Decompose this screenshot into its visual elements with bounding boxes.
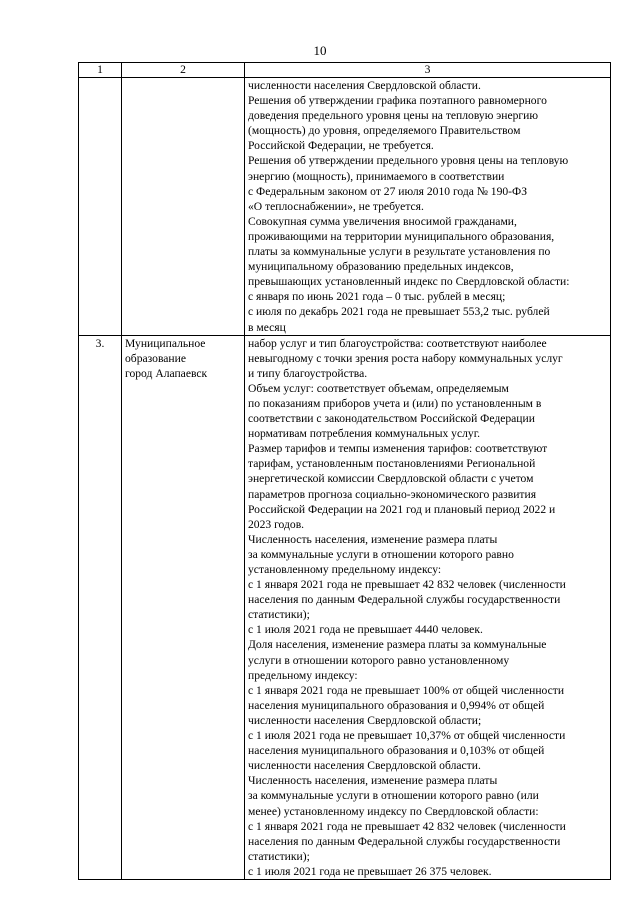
text-line: с 1 июля 2021 года не превышает 10,37% от общей численности xyxy=(248,729,566,743)
text-line: Численность населения, изменение размера платы xyxy=(248,774,498,788)
text-line: 2023 годов. xyxy=(248,517,305,531)
text-line: по показаниям приборов учета и (или) по установленным в xyxy=(248,396,542,410)
text-line: Объем услуг: соответствует объемам, определяемым xyxy=(248,381,509,395)
text-line: доведения предельного уровня цены на тепловую энергию xyxy=(248,109,539,123)
text-line: с 1 июля 2021 года не превышает 26 375 человек. xyxy=(248,864,492,878)
text-line: параметров прогноза социально-экономического развития xyxy=(248,487,537,501)
text-line: с 1 января 2021 года не превышает 42 832 человек (численности xyxy=(248,578,566,592)
cell-text-continuation xyxy=(245,78,611,336)
text-line: численности населения Свердловской области; xyxy=(248,713,482,727)
text-line: образование xyxy=(125,351,186,365)
text-line: с 1 июля 2021 года не превышает 4440 человек. xyxy=(248,623,483,637)
text-line: предельному индексу: xyxy=(248,668,358,682)
text-line: населения муниципального образования и 0,103% от общей xyxy=(248,744,545,758)
text-line: нормативам потребления коммунальных услуг. xyxy=(248,427,481,441)
text-line: установленному предельному индексу: xyxy=(248,563,442,576)
text-line: энергетической комиссии Свердловской области с учетом xyxy=(248,472,534,486)
text-line: численности населения Свердловской области. xyxy=(248,79,481,92)
text-line: превышающих установленный индекс по Свердловской области: xyxy=(248,275,570,289)
text-line: статистики); xyxy=(248,608,310,622)
text-line: менее) установленному индексу по Свердловской области: xyxy=(248,804,539,818)
document-table xyxy=(78,62,611,880)
text-line: населения по данным Федеральной службы государственности xyxy=(248,593,561,607)
cell-text-row-3 xyxy=(245,335,611,879)
text-line: Размер тарифов и темпы изменения тарифов: соответствуют xyxy=(248,442,548,456)
table-header-row xyxy=(79,63,611,78)
page-number: 10 xyxy=(313,43,327,58)
text-line: за коммунальные услуги в отношении которого равно xyxy=(248,547,514,561)
text-line: проживающими на территории муниципального образования, xyxy=(248,229,555,243)
text-line: услуги в отношении которого равно установленному xyxy=(248,653,510,667)
text-line: за коммунальные услуги в отношении которого равно (или xyxy=(248,789,539,803)
cell-number-empty xyxy=(79,78,122,336)
text-line: Совокупная сумма увеличения вносимой гражданами, xyxy=(248,214,517,228)
text-line: с 1 января 2021 года не превышает 100% от общей численности xyxy=(248,683,565,697)
table-row-3 xyxy=(79,335,611,879)
text-line: энергию (мощность), принимаемого в соответствии xyxy=(248,169,505,183)
text-line: набор услуг и тип благоустройства: соответствуют наиболее xyxy=(248,336,547,350)
text-line: с 1 января 2021 года не превышает 42 832 человек (численности xyxy=(248,819,566,833)
table-row-continuation xyxy=(79,78,611,336)
column-header-1: 1 xyxy=(79,63,122,78)
column-header-3: 3 xyxy=(245,63,611,78)
text-line: с июля по декабрь 2021 года не превышает 553,2 тыс. рублей xyxy=(248,305,550,319)
column-header-2: 2 xyxy=(122,63,245,78)
text-line: (мощность) до уровня, определяемого Правительством xyxy=(248,124,521,138)
text-line: Доля населения, изменение размера платы за коммунальные xyxy=(248,638,547,652)
text-line: Численность населения, изменение размера платы xyxy=(248,532,498,546)
text-line: муниципальному образованию предельных индексов, xyxy=(248,260,514,274)
text-line: Российской Федерации, не требуется. xyxy=(248,139,434,153)
text-line: «О теплоснабжении», не требуется. xyxy=(248,199,424,213)
text-line: Решения об утверждении предельного уровня цены на тепловую xyxy=(248,154,569,168)
text-line: Российской Федерации на 2021 год и плановый период 2022 и xyxy=(248,502,556,516)
text-line: город Алапаевск xyxy=(125,366,208,380)
text-line: статистики); xyxy=(248,849,310,863)
cell-name-empty xyxy=(122,78,245,336)
text-line: численности населения Свердловской области. xyxy=(248,759,481,773)
text-line: и типу благоустройства. xyxy=(248,366,368,380)
text-line: населения по данным Федеральной службы государственности xyxy=(248,834,561,848)
text-line: в месяц xyxy=(248,320,286,334)
text-line: невыгодному с точки зрения роста набору коммунальных услуг xyxy=(248,351,563,365)
text-line: Муниципальное xyxy=(125,336,206,350)
text-line: с января по июнь 2021 года – 0 тыс. рублей в месяц; xyxy=(248,290,506,304)
text-line: соответствии с законодательством Российской Федерации xyxy=(248,412,535,426)
row-number: 3. xyxy=(79,335,122,879)
text-line: тарифам, установленным постановлениями Региональной xyxy=(248,457,536,471)
municipality-name-cell xyxy=(122,335,245,879)
text-line: с Федеральным законом от 27 июля 2010 года № 190-ФЗ xyxy=(248,184,528,198)
text-line: населения муниципального образования и 0,994% от общей xyxy=(248,698,545,712)
text-line: платы за коммунальные услуги в результате установления по xyxy=(248,245,551,259)
text-line: Решения об утверждении графика поэтапного равномерного xyxy=(248,94,547,108)
